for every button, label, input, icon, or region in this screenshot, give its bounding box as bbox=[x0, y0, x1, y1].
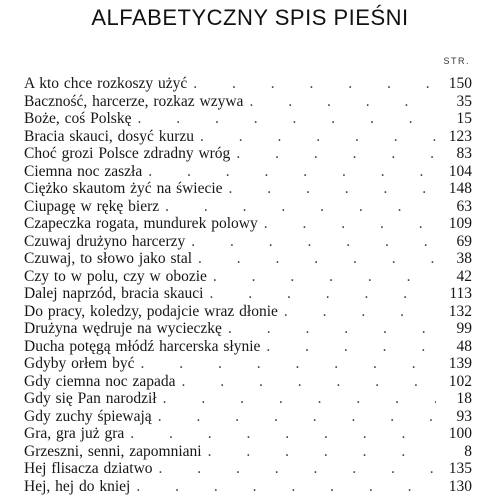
song-index-list bbox=[24, 75, 472, 495]
dot-leader bbox=[222, 320, 436, 338]
index-entry bbox=[24, 303, 472, 321]
dot-leader bbox=[223, 180, 436, 198]
index-entry bbox=[24, 233, 472, 251]
dot-leader bbox=[278, 303, 436, 321]
page-number: 148 bbox=[448, 180, 472, 197]
page-number: 132 bbox=[448, 302, 472, 320]
page-number: 135 bbox=[448, 460, 472, 477]
page-number: 123 bbox=[448, 127, 472, 145]
song-title: Gdy się Pan narodził bbox=[24, 390, 157, 407]
page-number: 35 bbox=[456, 92, 472, 110]
song-title: Hej, hej do kniej bbox=[24, 477, 131, 495]
page-number: 38 bbox=[456, 250, 472, 267]
index-entry bbox=[24, 443, 472, 461]
song-title: Hej flisacza dziatwo bbox=[24, 460, 153, 477]
dot-leader bbox=[258, 215, 436, 233]
song-title: Czapeczka rogata, mundurek polowy bbox=[24, 215, 258, 232]
index-entry bbox=[24, 338, 472, 356]
song-title: Drużyna wędruje na wycieczkę bbox=[24, 320, 222, 337]
page-number: 130 bbox=[448, 477, 472, 495]
page-number: 150 bbox=[448, 75, 472, 92]
dot-leader bbox=[243, 93, 436, 111]
dot-leader bbox=[124, 425, 436, 443]
page-number: 69 bbox=[456, 232, 472, 250]
song-title: Gdyby orłem być bbox=[24, 355, 135, 372]
dot-leader bbox=[260, 338, 436, 356]
index-entry bbox=[24, 215, 472, 233]
index-entry bbox=[24, 128, 472, 146]
dot-leader bbox=[187, 75, 436, 93]
song-title: Ciemna noc zaszła bbox=[24, 162, 143, 180]
song-title: Gdy ciemna noc zapada bbox=[24, 372, 176, 390]
index-entry bbox=[24, 355, 472, 373]
page-number: 93 bbox=[456, 407, 472, 425]
page-number: 15 bbox=[456, 110, 472, 127]
index-entry bbox=[24, 478, 472, 496]
dot-leader bbox=[192, 250, 436, 268]
dot-leader bbox=[130, 478, 436, 496]
index-entry bbox=[24, 180, 472, 198]
page-number: 139 bbox=[448, 355, 472, 372]
dot-leader bbox=[185, 233, 436, 251]
song-title: Do pracy, koledzy, podajcie wraz dłonie bbox=[24, 302, 278, 320]
page-number: 99 bbox=[456, 320, 472, 337]
page-title: ALFABETYCZNY SPIS PIEŚNI bbox=[91, 5, 409, 30]
page-number: 48 bbox=[456, 337, 472, 355]
dot-leader bbox=[131, 110, 436, 128]
song-title: Gra, gra już gra bbox=[24, 425, 125, 442]
index-entry bbox=[24, 460, 472, 478]
song-title: Czuwaj drużyno harcerzy bbox=[24, 232, 186, 250]
dot-leader bbox=[230, 145, 436, 163]
page-number: 100 bbox=[448, 425, 472, 442]
index-entry bbox=[24, 110, 472, 128]
index-entry bbox=[24, 250, 472, 268]
dot-leader bbox=[142, 163, 436, 181]
dot-leader bbox=[134, 355, 436, 373]
dot-leader bbox=[157, 390, 436, 408]
index-entry bbox=[24, 75, 472, 93]
page-number: 113 bbox=[449, 285, 472, 302]
index-entry bbox=[24, 145, 472, 163]
dot-leader bbox=[153, 460, 436, 478]
dot-leader bbox=[194, 128, 436, 146]
song-title: Grzeszni, senni, zapomniani bbox=[24, 442, 202, 460]
index-entry bbox=[24, 268, 472, 286]
index-entry bbox=[24, 320, 472, 338]
song-title: Ciupagę w rękę bierz bbox=[24, 197, 160, 215]
song-title: Bracia skauci, dosyć kurzu bbox=[24, 127, 194, 145]
page-number: 18 bbox=[456, 390, 472, 407]
song-title: Dalej naprzód, bracia skauci bbox=[24, 285, 204, 302]
index-entry bbox=[24, 373, 472, 391]
index-entry bbox=[24, 390, 472, 408]
page-number: 83 bbox=[456, 145, 472, 162]
page-number: 109 bbox=[448, 215, 472, 232]
index-entry bbox=[24, 285, 472, 303]
index-entry bbox=[24, 425, 472, 443]
song-title: Czuwaj, to słowo jako stal bbox=[24, 250, 193, 267]
page-number: 8 bbox=[464, 442, 472, 460]
song-title: Baczność, harcerze, rozkaz wzywa bbox=[24, 92, 244, 110]
dot-leader bbox=[202, 443, 436, 461]
page-number: 102 bbox=[448, 372, 472, 390]
dot-leader bbox=[203, 285, 436, 303]
song-title: Choć grozi Polsce zdradny wróg bbox=[24, 145, 231, 162]
dot-leader bbox=[207, 268, 436, 286]
song-title: A kto chce rozkoszy użyć bbox=[24, 75, 188, 92]
page-number: 63 bbox=[456, 197, 472, 215]
page-number: 42 bbox=[456, 267, 472, 285]
song-title: Gdy zuchy śpiewają bbox=[24, 407, 152, 425]
song-title: Czy to w polu, czy w obozie bbox=[24, 267, 207, 285]
page-number: 104 bbox=[448, 162, 472, 180]
index-entry bbox=[24, 408, 472, 426]
index-entry bbox=[24, 163, 472, 181]
index-entry bbox=[24, 198, 472, 216]
dot-leader bbox=[152, 408, 436, 426]
index-entry bbox=[24, 93, 472, 111]
dot-leader bbox=[175, 373, 436, 391]
song-title: Ciężko skautom żyć na świecie bbox=[24, 180, 223, 197]
song-title: Ducha potęgą młódź harcerska słynie bbox=[24, 337, 261, 355]
page-column-header: STR. bbox=[443, 56, 470, 66]
song-title: Boże, coś Polskę bbox=[24, 110, 132, 127]
dot-leader bbox=[159, 198, 436, 216]
